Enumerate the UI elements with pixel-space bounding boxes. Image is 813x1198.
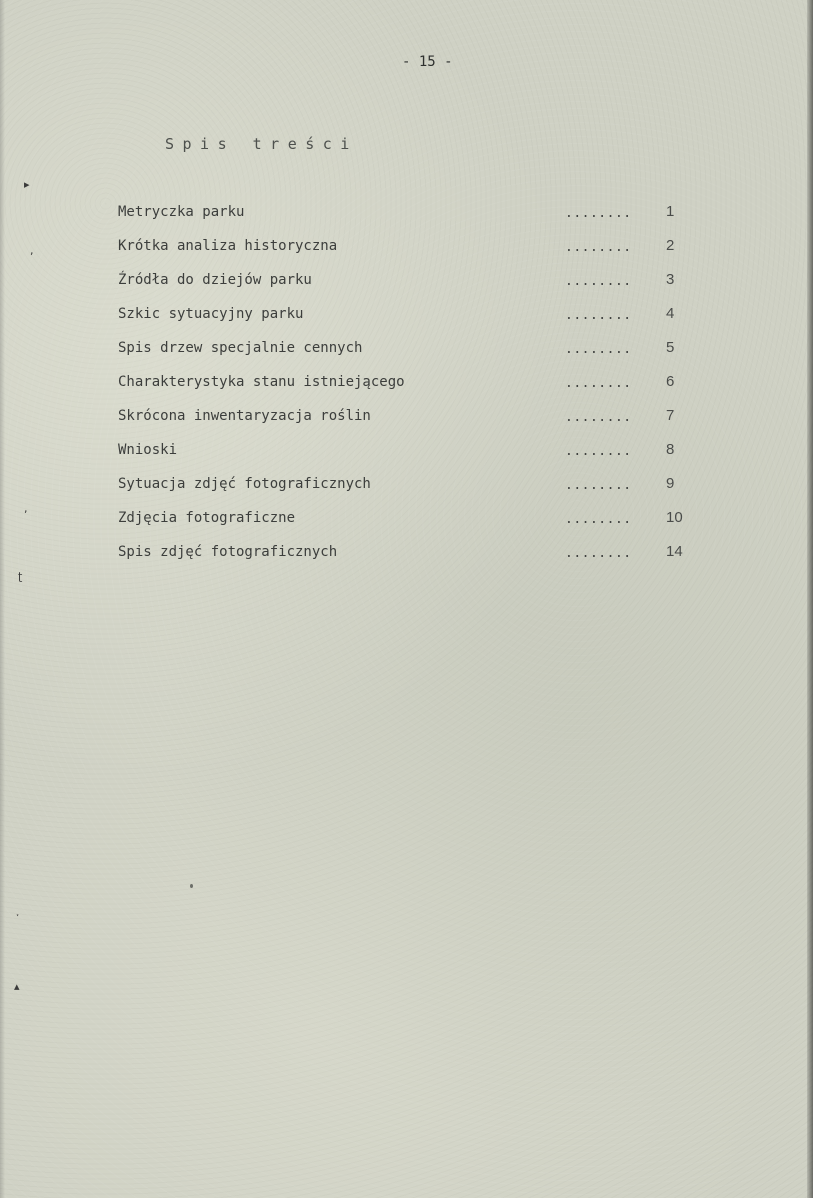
margin-mark: , xyxy=(30,244,34,257)
toc-entry-page: 2 xyxy=(666,237,675,254)
toc-entry-label: Charakterystyka stanu istniejącego xyxy=(118,374,405,390)
margin-mark: ▸ xyxy=(24,178,30,191)
toc-entry-leader: ........ xyxy=(565,206,632,221)
toc-entry-label: Szkic sytuacyjny parku xyxy=(118,306,304,322)
table-of-contents xyxy=(118,200,698,574)
toc-entry-label: Zdjęcia fotograficzne xyxy=(118,510,296,526)
margin-mark: ʈ xyxy=(18,570,23,583)
toc-entry-leader: ........ xyxy=(565,478,632,493)
toc-entry-page: 6 xyxy=(666,373,675,390)
toc-entry-page: 3 xyxy=(666,271,675,288)
toc-entry-page: 9 xyxy=(666,475,675,492)
toc-entry-page: 10 xyxy=(666,509,683,526)
page-number: - 15 - xyxy=(402,54,453,70)
toc-entry-page: 7 xyxy=(666,407,675,424)
toc-entry xyxy=(118,336,698,370)
toc-entry xyxy=(118,404,698,438)
toc-entry xyxy=(118,506,698,540)
toc-entry xyxy=(118,472,698,506)
toc-entry-leader: ........ xyxy=(565,274,632,289)
toc-entry-leader: ........ xyxy=(565,410,632,425)
toc-entry-leader: ........ xyxy=(565,308,632,323)
toc-entry-leader: ........ xyxy=(565,240,632,255)
toc-title: Spis treści xyxy=(165,135,358,153)
toc-entry-label: Źródła do dziejów parku xyxy=(118,272,312,288)
toc-entry-label: Wnioski xyxy=(118,442,178,458)
margin-mark: ▴ xyxy=(14,980,20,993)
toc-entry xyxy=(118,438,698,472)
paper-speck xyxy=(190,884,193,888)
toc-entry-label: Sytuacja zdjęć fotograficznych xyxy=(118,476,371,492)
toc-entry-page: 5 xyxy=(666,339,675,356)
toc-entry xyxy=(118,370,698,404)
toc-entry-label: Spis zdjęć fotograficznych xyxy=(118,544,338,560)
toc-entry-page: 14 xyxy=(666,543,683,560)
toc-entry xyxy=(118,234,698,268)
page-right-edge-shadow xyxy=(807,0,813,1198)
toc-entry-leader: ........ xyxy=(565,512,632,527)
toc-entry-leader: ........ xyxy=(565,342,632,357)
page-left-edge-shadow xyxy=(0,0,5,1198)
toc-entry-page: 8 xyxy=(666,441,675,458)
toc-entry xyxy=(118,540,698,574)
toc-entry-label: Metryczka parku xyxy=(118,204,245,220)
toc-entry-page: 4 xyxy=(666,305,675,322)
margin-mark: , xyxy=(24,502,28,515)
toc-entry-leader: ........ xyxy=(565,376,632,391)
toc-entry-label: Skrócona inwentaryzacja roślin xyxy=(118,408,371,424)
toc-entry xyxy=(118,302,698,336)
toc-entry-leader: ........ xyxy=(565,546,632,561)
toc-entry-label: Krótka analiza historyczna xyxy=(118,238,338,254)
toc-entry xyxy=(118,200,698,234)
margin-mark: ˑ xyxy=(16,910,20,923)
toc-entry xyxy=(118,268,698,302)
toc-entry-leader: ........ xyxy=(565,444,632,459)
toc-entry-label: Spis drzew specjalnie cennych xyxy=(118,340,363,356)
toc-entry-page: 1 xyxy=(666,203,675,220)
